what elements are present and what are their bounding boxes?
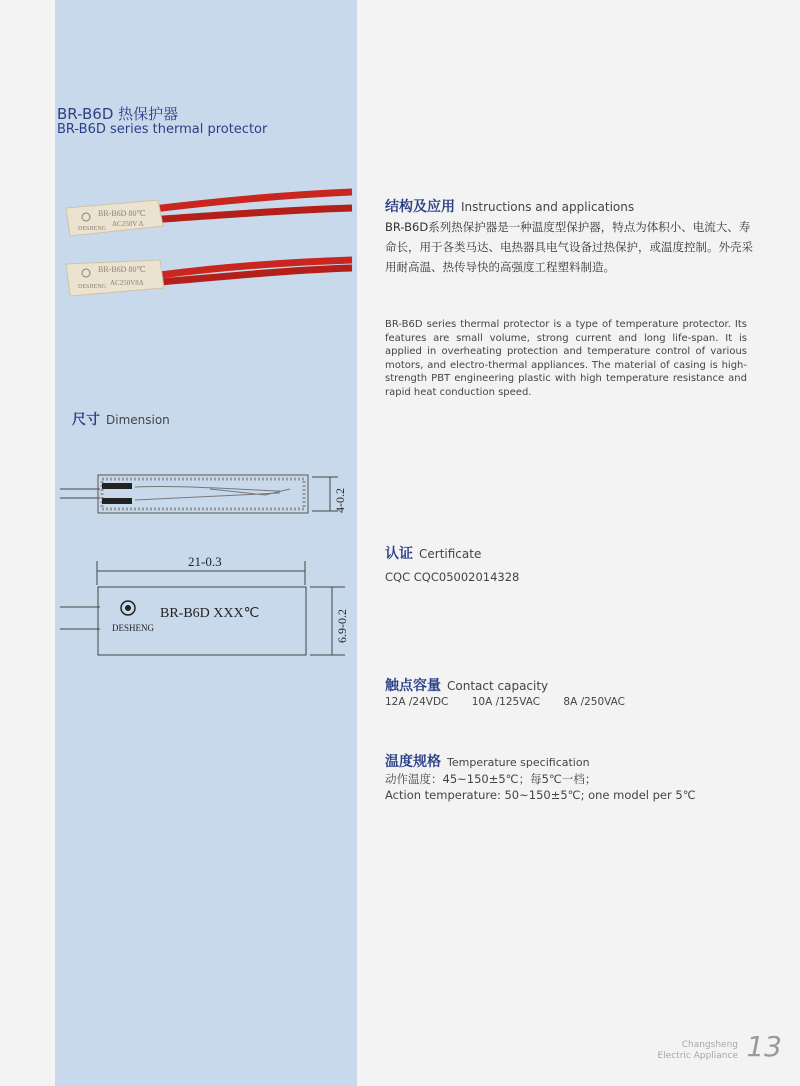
certificate-heading <box>385 543 481 563</box>
page-title-zh: BR-B6D 热保护器 <box>57 105 179 123</box>
top-label-line1: BR-B6D 80℃ <box>98 209 146 218</box>
top-casing <box>66 200 163 236</box>
contact-heading-zh: 触点容量 <box>385 678 441 694</box>
footer-brand-line2: Electric Appliance <box>657 1051 738 1061</box>
product-photo <box>60 180 355 305</box>
instructions-heading <box>385 196 634 216</box>
bottom-brand: DESHENG <box>78 284 106 290</box>
contact-heading <box>385 675 548 695</box>
instructions-body-en: BR-B6D series thermal protector is a type of temperature protector. Its features are small volume, strong current and long life-span. It is applied in overheating protection and temperature control of various motors, and electro-thermal appliances. The material of casing is high-strength PBT engineering plastic with high temperature resistance and rapid heat conduction speed. <box>385 319 747 398</box>
marking-label: BR-B6D XXX℃ <box>160 606 260 621</box>
rating-item: 8A /250VAC <box>563 696 626 708</box>
left-panel-background <box>55 0 357 1086</box>
certificate-heading-en: Certificate <box>419 547 482 561</box>
certificate-value: CQC CQC05002014328 <box>385 570 520 584</box>
rating-item: 10A /125VAC <box>471 696 541 708</box>
temperature-line-zh: 动作温度：45~150±5℃；每5℃一档； <box>385 772 597 786</box>
length-label: 21-0.3 <box>188 554 222 569</box>
front-height-label: 6.9-0.2 <box>335 609 349 643</box>
top-label-line2: AC250V A <box>112 220 144 228</box>
contact-heading-en: Contact capacity <box>447 679 549 693</box>
front-view-drawing <box>60 545 350 660</box>
instructions-heading-zh: 结构及应用 <box>385 199 455 215</box>
bottom-casing <box>66 260 164 296</box>
temperature-heading <box>385 751 590 771</box>
footer-brand-line1: Changsheng <box>681 1040 738 1050</box>
side-view-drawing <box>60 465 350 525</box>
page-number: 13 <box>746 1030 782 1063</box>
front-brand: DESHENG <box>112 623 154 633</box>
bottom-label-line2: AC250V8A <box>110 279 144 287</box>
temperature-heading-zh: 温度规格 <box>385 754 441 770</box>
temperature-heading-en: Temperature specification <box>447 756 590 769</box>
page-title-en: BR-B6D series thermal protector <box>57 122 268 137</box>
bottom-label-line1: BR-B6D 80℃ <box>98 265 146 274</box>
top-wire-2 <box>150 208 352 220</box>
temperature-line-en: Action temperature: 50~150±5℃; one model per 5℃ <box>385 788 696 802</box>
top-brand: DESHENG <box>78 226 106 232</box>
dimension-heading-zh: 尺寸 <box>72 412 100 428</box>
certificate-heading-zh: 认证 <box>385 546 413 562</box>
contact-ratings <box>385 696 625 708</box>
instructions-body-zh: BR-B6D系列热保护器是一种温度型保护器，特点为体积小、电流大、寿命长，用于各类马达、电热器具电气设备过热保护，或温度控制。外壳采用耐高温、热传导快的高强度工程塑料制造。 <box>385 220 753 274</box>
instructions-heading-en: Instructions and applications <box>461 200 635 214</box>
side-height-label: 4-0.2 <box>333 488 347 513</box>
dimension-heading <box>72 409 170 429</box>
rating-item: 12A /24VDC <box>385 696 449 708</box>
dimension-heading-en: Dimension <box>106 413 170 427</box>
footer-brand <box>658 1040 739 1062</box>
